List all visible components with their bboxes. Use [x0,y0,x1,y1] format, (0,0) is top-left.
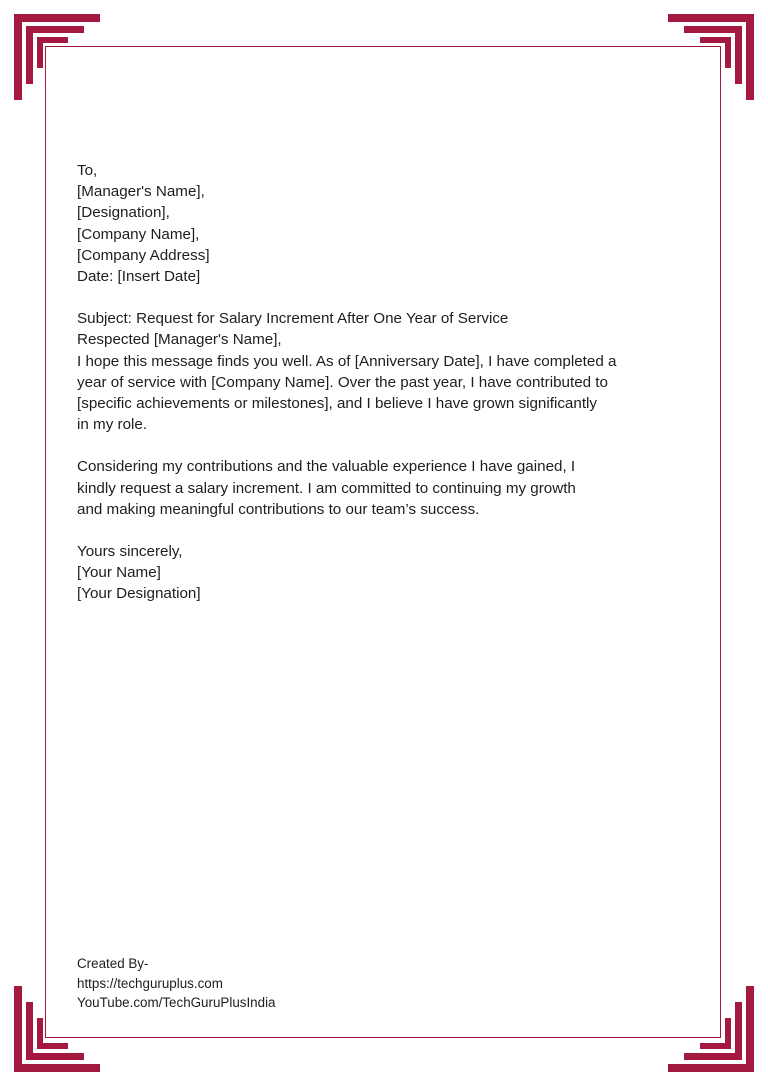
letter-subject: Subject: Request for Salary Increment After One Year of Service [77,310,509,328]
footer-created-by: Created By- [77,956,149,971]
closing-sign-off: Yours sincerely, [77,543,183,561]
recipient-designation: [Designation], [77,204,170,222]
paragraph-2-line: kindly request a salary increment. I am committed to continuing my growth [77,479,576,497]
recipient-manager-name: [Manager's Name], [77,183,205,201]
closing-your-designation: [Your Designation] [77,585,201,603]
letter-date: Date: [Insert Date] [77,268,201,286]
recipient-company-address: [Company Address] [77,246,210,264]
letter-paragraph-2 [77,456,697,520]
paragraph-2-line: Considering my contributions and the valuable experience I have gained, I [77,458,576,476]
footer-website: https://techguruplus.com [77,975,223,991]
letter-closing [77,541,697,605]
recipient-company-name: [Company Name], [77,225,200,243]
credits-footer [77,954,276,1013]
paragraph-1-line: year of service with [Company Name]. Over the past year, I have contributed to [77,373,608,391]
letter-paragraph-1 [77,351,697,436]
paragraph-2-line: and making meaningful contributions to our team’s success. [77,500,480,518]
footer-youtube: YouTube.com/TechGuruPlusIndia [77,995,276,1011]
recipient-to: To, [77,162,98,179]
paragraph-1-line: I hope this message finds you well. As of [Anniversary Date], I have completed a [77,352,617,370]
letter-body [77,160,697,605]
letter-salutation: Respected [Manager's Name], [77,331,282,349]
recipient-address-block [77,160,697,287]
paragraph-1-line: in my role. [77,416,148,434]
paragraph-1-line: [specific achievements or milestones], and I believe I have grown significantly [77,395,598,413]
closing-your-name: [Your Name] [77,564,161,582]
